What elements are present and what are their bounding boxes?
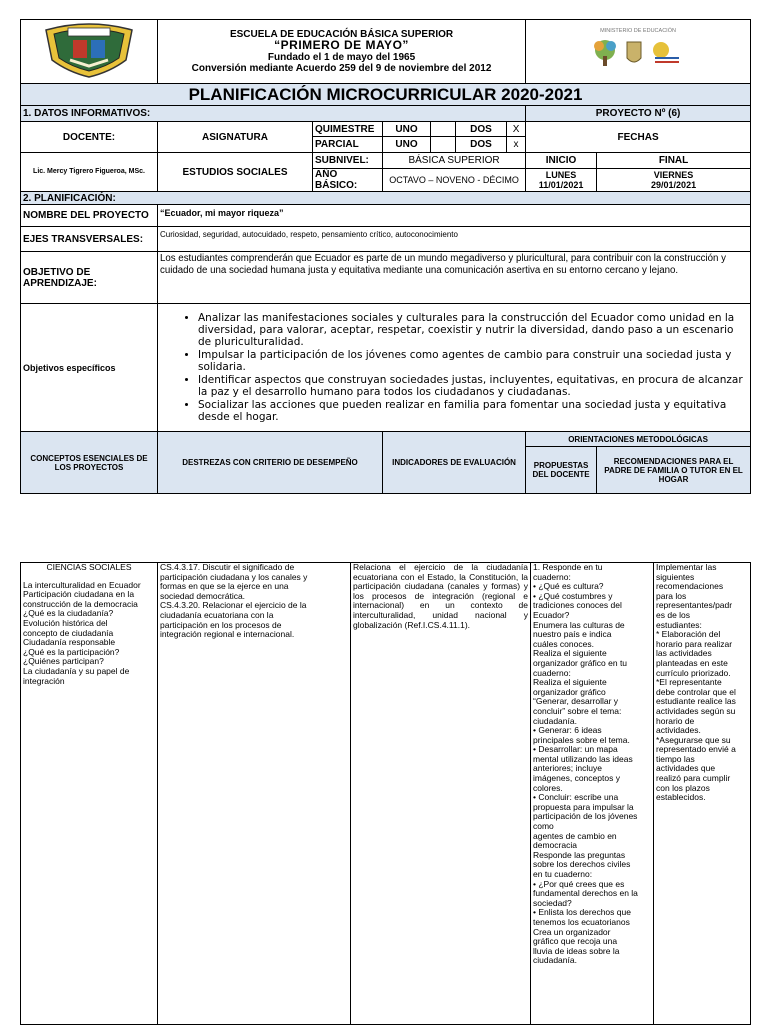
parcial-label: PARCIAL <box>313 137 383 153</box>
recomendacion-line: para los <box>656 590 687 601</box>
ejes-value: Curiosidad, seguridad, autocuidado, respeto, pensamiento crítico, autoconocimiento <box>158 227 751 252</box>
propuesta-line: cuaderno: <box>533 571 571 582</box>
propuesta-line: propuesta para impulsar la <box>533 801 634 812</box>
destreza-line: sociedad democrática. <box>160 590 246 601</box>
school-shield-icon <box>40 20 138 78</box>
recomendacion-line: currículo priorizado. <box>656 667 731 678</box>
propuesta-line: “Generar, desarrollar y <box>533 696 619 707</box>
propuesta-line: tenemos los ecuatorianos <box>533 916 630 927</box>
recomendacion-line: estudiantes: <box>656 619 702 630</box>
propuesta-line: ciudadanía. <box>533 715 577 726</box>
propuesta-line: lluvia de ideas sobre la <box>533 945 620 956</box>
parcial-dos-mark: x <box>507 137 526 153</box>
docente-label: DOCENTE: <box>21 122 158 153</box>
propuestas-cell <box>531 563 654 1025</box>
school-conversion: Conversión mediante Acuerdo 259 del 9 de noviembre del 2012 <box>191 63 492 74</box>
final-label: FINAL <box>597 153 751 169</box>
concepto-line: concepto de ciudadanía <box>23 627 114 638</box>
recomendacion-line: es de los <box>656 609 691 620</box>
objetivo-especifico-item: • Identificar aspectos que construyan sociedades justas, incluyentes, equitativas, en procura de alcanzar la paz y el desarrollo humano para todos los ciudadanos y ciudadanas. <box>198 374 748 399</box>
propuesta-line: Realiza el siguiente <box>533 677 607 688</box>
recomendacion-line: * Elaboración del <box>656 629 721 640</box>
recomendacion-line: planteadas en este <box>656 657 728 668</box>
final-value <box>597 169 751 192</box>
header-orientaciones: ORIENTACIONES METODOLÓGICAS <box>526 432 751 447</box>
propuesta-line: en tu cuaderno: <box>533 869 593 879</box>
parcial-uno: UNO <box>383 137 431 153</box>
objetivo-especifico-item: • Analizar las manifestaciones sociales y culturales para la construcción del Ecuador como unidad en la diversidad, para valorar, aceptar, respetar, coexistir y nutrir la diversidad, dando paso a un escenario de pluriculturalidad. <box>198 312 748 349</box>
header-indicadores: INDICADORES DE EVALUACIÓN <box>383 432 526 494</box>
propuesta-line: Realiza el siguiente <box>533 648 607 659</box>
ministry-logo-cell <box>526 20 751 84</box>
concepto-line: ¿Qué es la participación? <box>23 646 120 657</box>
concepto-line: ¿Quiénes participan? <box>23 656 104 667</box>
propuesta-line: • ¿Qué es cultura? <box>533 581 604 592</box>
planning-content-table <box>20 562 751 1025</box>
propuesta-line: • ¿Qué costumbres y <box>533 590 613 601</box>
recomendacion-line: establecidos. <box>656 792 706 803</box>
asignatura-label: ASIGNATURA <box>158 122 313 153</box>
objetivos-especificos-list-cell <box>158 304 751 432</box>
objetivo-label: OBJETIVO DE APRENDIZAJE: <box>21 252 158 304</box>
parcial-dos: DOS <box>456 137 507 153</box>
propuesta-line: imágenes, conceptos y <box>533 773 620 784</box>
quimestre-dos-mark: X <box>507 122 526 137</box>
subnivel-value: BÁSICA SUPERIOR <box>383 153 526 169</box>
propuesta-line: • Enlista los derechos que <box>533 907 631 918</box>
objetivos-especificos-label: Objetivos específicos <box>21 304 158 432</box>
conceptos-title: CIENCIAS SOCIALES <box>46 562 132 572</box>
docente-value: Lic. Mercy Tigrero Figueroa, MSc. <box>21 153 158 192</box>
recomendacion-line: Implementar las <box>656 562 717 572</box>
concepto-line: La ciudadanía y su papel de <box>23 665 130 676</box>
propuesta-line: • Concluir: escribe una <box>533 792 619 803</box>
ano-basico-label: AÑO BÁSICO: <box>313 169 383 192</box>
school-name: ESCUELA DE EDUCACIÓN BÁSICA SUPERIOR <box>229 28 454 40</box>
quimestre-uno-mark <box>431 122 456 137</box>
propuesta-line: • Generar: 6 ideas <box>533 725 602 736</box>
destreza-line: participación ciudadana y los canales y <box>160 571 308 582</box>
concepto-line: ¿Qué es la ciudadanía? <box>23 608 114 619</box>
header-destrezas: DESTREZAS CON CRITERIO DE DESEMPEÑO <box>158 432 383 494</box>
recomendacion-line: representado envié a <box>656 744 736 755</box>
recomendacion-line: las actividades <box>656 648 712 659</box>
propuesta-line: concluir” sobre el tema: <box>533 705 622 716</box>
destrezas-cell <box>158 563 351 1025</box>
header-propuestas: PROPUESTAS DEL DOCENTE <box>526 447 597 494</box>
header-conceptos: CONCEPTOS ESENCIALES DE LOS PROYECTOS <box>21 432 158 494</box>
ejes-label: EJES TRANSVERSALES: <box>21 227 158 252</box>
recomendacion-line: actividades según su <box>656 705 736 716</box>
planning-header-table <box>20 19 751 494</box>
propuesta-line: mental utilizando las ideas <box>533 753 633 764</box>
propuesta-line: anteriores; incluye <box>533 763 602 774</box>
propuesta-line: principales sobre el tema. <box>533 734 630 745</box>
destreza-line: formas en que se la ejerce en una <box>160 581 289 592</box>
school-info <box>158 20 526 84</box>
concepto-line: integración <box>23 675 65 686</box>
ministry-emblem-icon <box>583 36 693 70</box>
concepto-line: La interculturalidad en Ecuador <box>23 579 141 590</box>
propuesta-line: sobre los derechos civiles <box>533 859 631 870</box>
propuesta-line: 1. Responde en tu <box>533 562 603 572</box>
recomendacion-line: horario para realizar <box>656 638 733 649</box>
asignatura-value: ESTUDIOS SOCIALES <box>158 153 313 192</box>
propuesta-line: Ecuador? <box>533 609 570 620</box>
recomendacion-line: estudiante realice las <box>656 696 736 707</box>
indicadores-cell: Relaciona el ejercicio de la ciudadanía ecuatoriana con el Estado, la Constitución, la participación ciudadana (canales y formas) y los procesos de integración (regional e internacional) en un contexto de interculturalidad, unidad nacional y globalización (Ref.I.CS.4.11.1). <box>351 563 531 1025</box>
destreza-line: integración regional e internacional. <box>160 629 295 640</box>
destreza-line: ciudadanía ecuatoriana con la <box>160 609 274 620</box>
concepto-line: Ciudadanía responsable <box>23 637 116 648</box>
fechas-label: FECHAS <box>526 122 751 153</box>
objetivo-value: Los estudiantes comprenderán que Ecuador es parte de un mundo megadiverso y pluricultural, para contribuir con la construcción y cuidado de una sociedad humana justa y equitativa mediante una comunicación asertiva en su entorno cercano y lejano. <box>158 252 751 304</box>
propuesta-line: tradiciones conoces del <box>533 600 622 611</box>
destreza-line: CS.4.3.20. Relacionar el ejercicio de la <box>160 600 307 611</box>
destreza-line: CS.4.3.17. Discutir el significado de <box>160 562 295 572</box>
inicio-label: INICIO <box>526 153 597 169</box>
recomendacion-line: debe controlar que el <box>656 686 736 697</box>
propuesta-line: • ¿Por qué crees que es <box>533 878 625 889</box>
recomendacion-line: *El representante <box>656 677 722 688</box>
concepto-line: Participación ciudadana en la <box>23 589 135 600</box>
propuesta-line: cuaderno: <box>533 667 571 678</box>
propuesta-line: organizador gráfico en tu <box>533 657 628 668</box>
objetivo-especifico-item: • Impulsar la participación de los jóvenes como agentes de cambio para construir una sociedad justa y solidaria. <box>198 349 748 374</box>
recomendacion-line: actividades que <box>656 763 716 774</box>
propuesta-line: gráfico que recoja una <box>533 936 618 947</box>
inicio-date: 11/01/2021 <box>538 180 584 190</box>
recomendacion-line: representantes/padr <box>656 600 733 611</box>
subnivel-label: SUBNIVEL: <box>313 153 383 169</box>
nombre-proyecto-label: NOMBRE DEL PROYECTO <box>21 205 158 227</box>
parcial-uno-mark <box>431 137 456 153</box>
recomendaciones-cell <box>654 563 751 1025</box>
propuesta-line: agentes de cambio en <box>533 830 617 841</box>
section-datos-informativos: 1. DATOS INFORMATIVOS: <box>21 106 526 122</box>
proyecto-number: PROYECTO Nº (6) <box>526 106 751 122</box>
recomendacion-line: tiempo las <box>656 753 695 764</box>
inicio-value <box>526 169 597 192</box>
conceptos-cell <box>21 563 158 1025</box>
nombre-proyecto-value: “Ecuador, mi mayor riqueza” <box>158 205 751 227</box>
section-planificacion: 2. PLANIFICACIÓN: <box>21 192 751 205</box>
recomendaciones-lines <box>656 563 748 803</box>
recomendacion-line: actividades. <box>656 725 701 736</box>
propuesta-line: democracia <box>533 840 577 851</box>
recomendacion-line: con los plazos <box>656 782 710 793</box>
quimestre-label: QUIMESTRE <box>313 122 383 137</box>
school-motto: “PRIMERO DE MAYO” <box>274 38 409 52</box>
quimestre-uno: UNO <box>383 122 431 137</box>
school-logo-cell <box>21 20 158 84</box>
propuesta-line: ciudadanía. <box>533 955 577 966</box>
propuesta-line: organizador gráfico <box>533 686 606 697</box>
quimestre-dos: DOS <box>456 122 507 137</box>
ministry-label: MINISTERIO DE EDUCACIÓN <box>600 28 676 34</box>
propuesta-line: participación de los jóvenes <box>533 811 638 822</box>
propuesta-line: cuáles conoces. <box>533 638 594 649</box>
propuesta-line: nuestro país e indica <box>533 629 612 640</box>
propuesta-line: Enumera las culturas de <box>533 619 625 630</box>
header-recomendaciones: RECOMENDACIONES PARA EL PADRE DE FAMILIA O TUTOR EN EL HOGAR <box>597 447 751 494</box>
school-founded: Fundado el 1 de mayo del 1965 <box>267 51 416 63</box>
recomendacion-line: siguientes <box>656 571 695 582</box>
propuesta-line: como <box>533 821 554 832</box>
propuesta-line: colores. <box>533 782 563 793</box>
recomendacion-line: recomendaciones <box>656 581 724 592</box>
inicio-day: LUNES <box>545 170 577 180</box>
concepto-line: construcción de la democracia <box>23 598 138 609</box>
recomendacion-line: realizó para cumplir <box>656 773 731 784</box>
final-day: VIERNES <box>653 170 694 180</box>
propuesta-line: Crea un organizador <box>533 926 611 937</box>
objetivos-especificos-list <box>160 312 748 424</box>
propuesta-line: fundamental derechos en la <box>533 888 638 899</box>
propuesta-line: Responde las preguntas <box>533 849 626 860</box>
propuesta-line: • Desarrollar: un mapa <box>533 744 618 755</box>
objetivo-especifico-item: • Socializar las acciones que pueden realizar en familia para fomentar una sociedad justa y equitativa desde el hogar. <box>198 399 748 424</box>
concepto-line: Evolución histórica del <box>23 617 108 628</box>
propuestas-lines <box>533 563 651 966</box>
page-title: PLANIFICACIÓN MICROCURRICULAR 2020-2021 <box>21 84 751 106</box>
destreza-line: participación en los procesos de <box>160 619 282 630</box>
ano-basico-value: OCTAVO – NOVENO - DÉCIMO <box>383 169 526 192</box>
recomendacion-line: *Asegurarse que su <box>656 734 731 745</box>
propuesta-line: sociedad? <box>533 897 572 908</box>
recomendacion-line: horario de <box>656 715 695 726</box>
final-date: 29/01/2021 <box>651 180 697 190</box>
